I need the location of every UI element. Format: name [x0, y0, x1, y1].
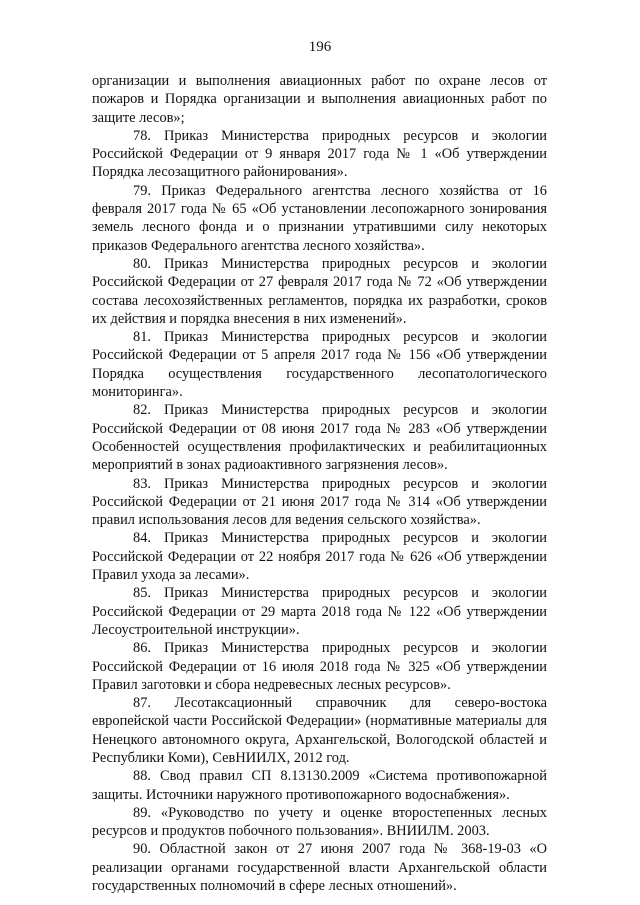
list-item-79: 79. Приказ Федерального агентства лесного хозяйства от 16 февраля 2017 года № 65 «Об установлении лесопожарного зонирования земель лесного фонда и о признании утратившими силу некоторых приказов Федерального агентства лесного хозяйства». — [92, 182, 547, 254]
list-item-78: 78. Приказ Министерства природных ресурсов и экологии Российской Федерации от 9 января 2017 года № 1 «Об утверждении Порядка лесозащитного районирования». — [92, 127, 547, 181]
page-number: 196 — [308, 39, 332, 55]
list-item-83: 83. Приказ Министерства природных ресурсов и экологии Российской Федерации от 21 июня 2017 года № 314 «Об утверждении правил использования лесов для ведения сельского хозяйства». — [92, 475, 547, 529]
list-item-87: 87. Лесотаксационный справочник для северо-востока европейской части Российской Федерации» (нормативные материалы для Ненецкого автономного округа, Архангельской, Вологодской областей и Республики Коми), СевНИИЛХ, 2012 год. — [92, 695, 547, 766]
paragraph-continuation: организации и выполнения авиационных работ по охране лесов от пожаров и Порядка организации и выполнения авиационных работ по защите лесов»; — [92, 73, 547, 126]
list-item-88: 88. Свод правил СП 8.13130.2009 «Система противопожарной защиты. Источники наружного противопожарного водоснабжения». — [92, 768, 547, 803]
list-item-86: 86. Приказ Министерства природных ресурсов и экологии Российской Федерации от 16 июля 2018 года № 325 «Об утверждении Правил заготовки и сбора недревесных лесных ресурсов». — [92, 640, 547, 693]
list-item-85: 85. Приказ Министерства природных ресурсов и экологии Российской Федерации от 29 марта 2018 года № 122 «Об утверждении Лесоустроительной инструкции». — [92, 585, 547, 638]
list-item-81: 81. Приказ Министерства природных ресурсов и экологии Российской Федерации от 5 апреля 2017 года № 156 «Об утверждении Порядка осуществления государственного лесопатологического мониторинга». — [92, 329, 547, 401]
list-item-90: 90. Областной закон от 27 июня 2007 года № 368-19-03 «О реализации органами государственной власти Архангельской области государственных полномочий в сфере лесных отношений». — [92, 841, 547, 895]
list-item-84: 84. Приказ Министерства природных ресурсов и экологии Российской Федерации от 22 ноября 2017 года № 626 «Об утверждении Правил ухода за лесами». — [92, 530, 547, 584]
document-body — [92, 72, 547, 895]
list-item-80: 80. Приказ Министерства природных ресурсов и экологии Российской Федерации от 27 февраля 2017 года № 72 «Об утверждении состава лесохозяйственных регламентов, порядка их разработки, сроков их действия и порядка внесения в них изменений». — [92, 255, 547, 327]
list-item-82: 82. Приказ Министерства природных ресурсов и экологии Российской Федерации от 08 июня 2017 года № 283 «Об утверждении Особенностей осуществления профилактических и реабилитационных мероприятий в зонах радиоактивного загрязнения лесов». — [92, 402, 547, 474]
list-item-89: 89. «Руководство по учету и оценке второстепенных лесных ресурсов и продуктов побочного пользования». ВНИИЛМ. 2003. — [92, 804, 547, 840]
